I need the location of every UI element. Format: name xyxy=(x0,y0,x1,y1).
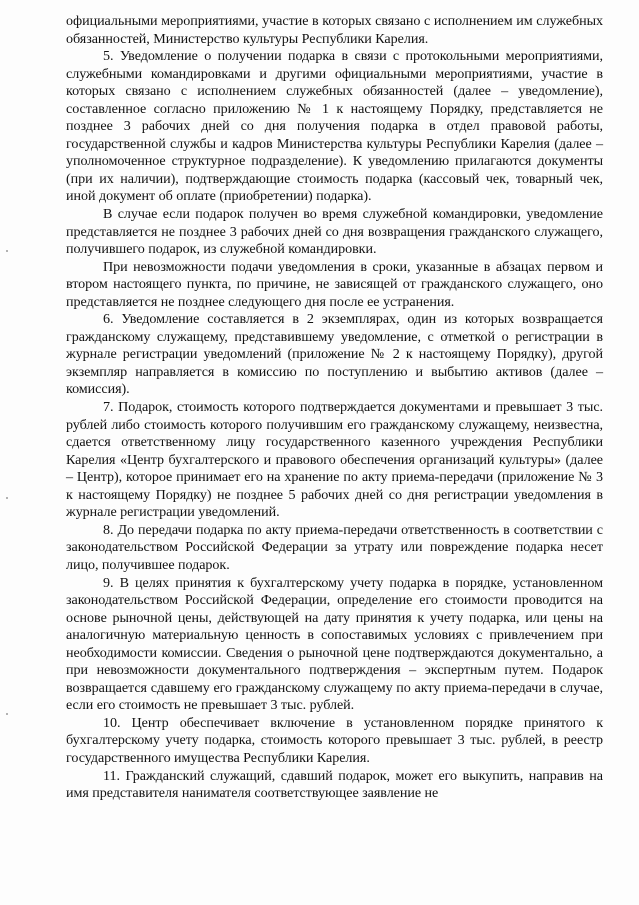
scan-artifact xyxy=(6,250,8,252)
paragraph-item-5: 5. Уведомление о получении подарка в связи с протокольными мероприятиями, служебными командировками и другими официальными мероприятиями, участие в которых связано с исполнением служебных обязанностей (далее – уведомление), составленное согласно приложению № 1 к настоящему Порядку, представляется не позднее 3 рабочих дней со дня получения подарка в отдел правовой работы, государственной службы и кадров Министерства культуры Республики Карелия (далее – уполномоченное структурное подразделение). К уведомлению прилагаются документы (при их наличии), подтверждающие стоимость подарка (кассовый чек, товарный чек, иной документ об оплате (приобретении) подарка). xyxy=(66,48,603,205)
paragraph-item-6: 6. Уведомление составляется в 2 экземплярах, один из которых возвращается гражданскому служащему, представившему уведомление, с отметкой о регистрации в журнале регистрации уведомлений (приложение № 2 к настоящему Порядку), другой экземпляр направляется в комиссию по поступлению и выбытию активов (далее – комиссия). xyxy=(66,311,603,398)
paragraph-deadline-exception: При невозможности подачи уведомления в сроки, указанные в абзацах первом и втором настоящего пункта, по причине, не зависящей от гражданского служащего, оно представляется не позднее следующего дня после ее устранения. xyxy=(66,258,603,310)
paragraph-item-8: 8. До передачи подарка по акту приема-передачи ответственность в соответствии с законодательством Российской Федерации за утрату или повреждение подарка несет лицо, получившее подарок. xyxy=(66,521,603,573)
paragraph-item-10: 10. Центр обеспечивает включение в установленном порядке принятого к бухгалтерскому учету подарка, стоимость которого превышает 3 тыс. рублей, в реестр государственного имущества Республики Карелия. xyxy=(66,714,603,766)
document-body xyxy=(66,13,603,803)
paragraph-item-9: 9. В целях принятия к бухгалтерскому учету подарка в порядке, установленном законодательством Российской Федерации, определение его стоимости проводится на основе рыночной цены, действующей на дату принятия к учету подарка, или цены на аналогичную материальную ценность в сопоставимых условиях с привлечением при необходимости комиссии. Сведения о рыночной цене подтверждаются документально, а при невозможности документального подтверждения – экспертным путем. Подарок возвращается сдавшему его гражданскому служащему по акту приема-передачи в случае, если его стоимость не превышает 3 тыс. рублей. xyxy=(66,574,603,714)
paragraph-item-11: 11. Гражданский служащий, сдавший подарок, может его выкупить, направив на имя представителя нанимателя соответствующее заявление не xyxy=(66,767,603,802)
paragraph-continuation: официальными мероприятиями, участие в которых связано с исполнением им служебных обязанностей, Министерство культуры Республики Карелия. xyxy=(66,13,603,47)
paragraph-business-trip: В случае если подарок получен во время служебной командировки, уведомление представляется не позднее 3 рабочих дней со дня возвращения гражданского служащего, получившего подарок, из служебной командировки. xyxy=(66,206,603,258)
scan-artifact xyxy=(6,497,8,499)
scan-artifact xyxy=(6,713,8,715)
paragraph-item-7: 7. Подарок, стоимость которого подтверждается документами и превышает 3 тыс. рублей либо стоимость которого получившим его гражданскому служащему, неизвестна, сдается ответственному лицу государственного казенного учреждения Республики Карелия «Центр бухгалтерского и правового обеспечения организаций культуры» (далее – Центр), которое принимает его на хранение по акту приема-передачи (приложение № 3 к настоящему Порядку) не позднее 5 рабочих дней со дня регистрации уведомления в журнале регистрации уведомлений. xyxy=(66,399,603,521)
